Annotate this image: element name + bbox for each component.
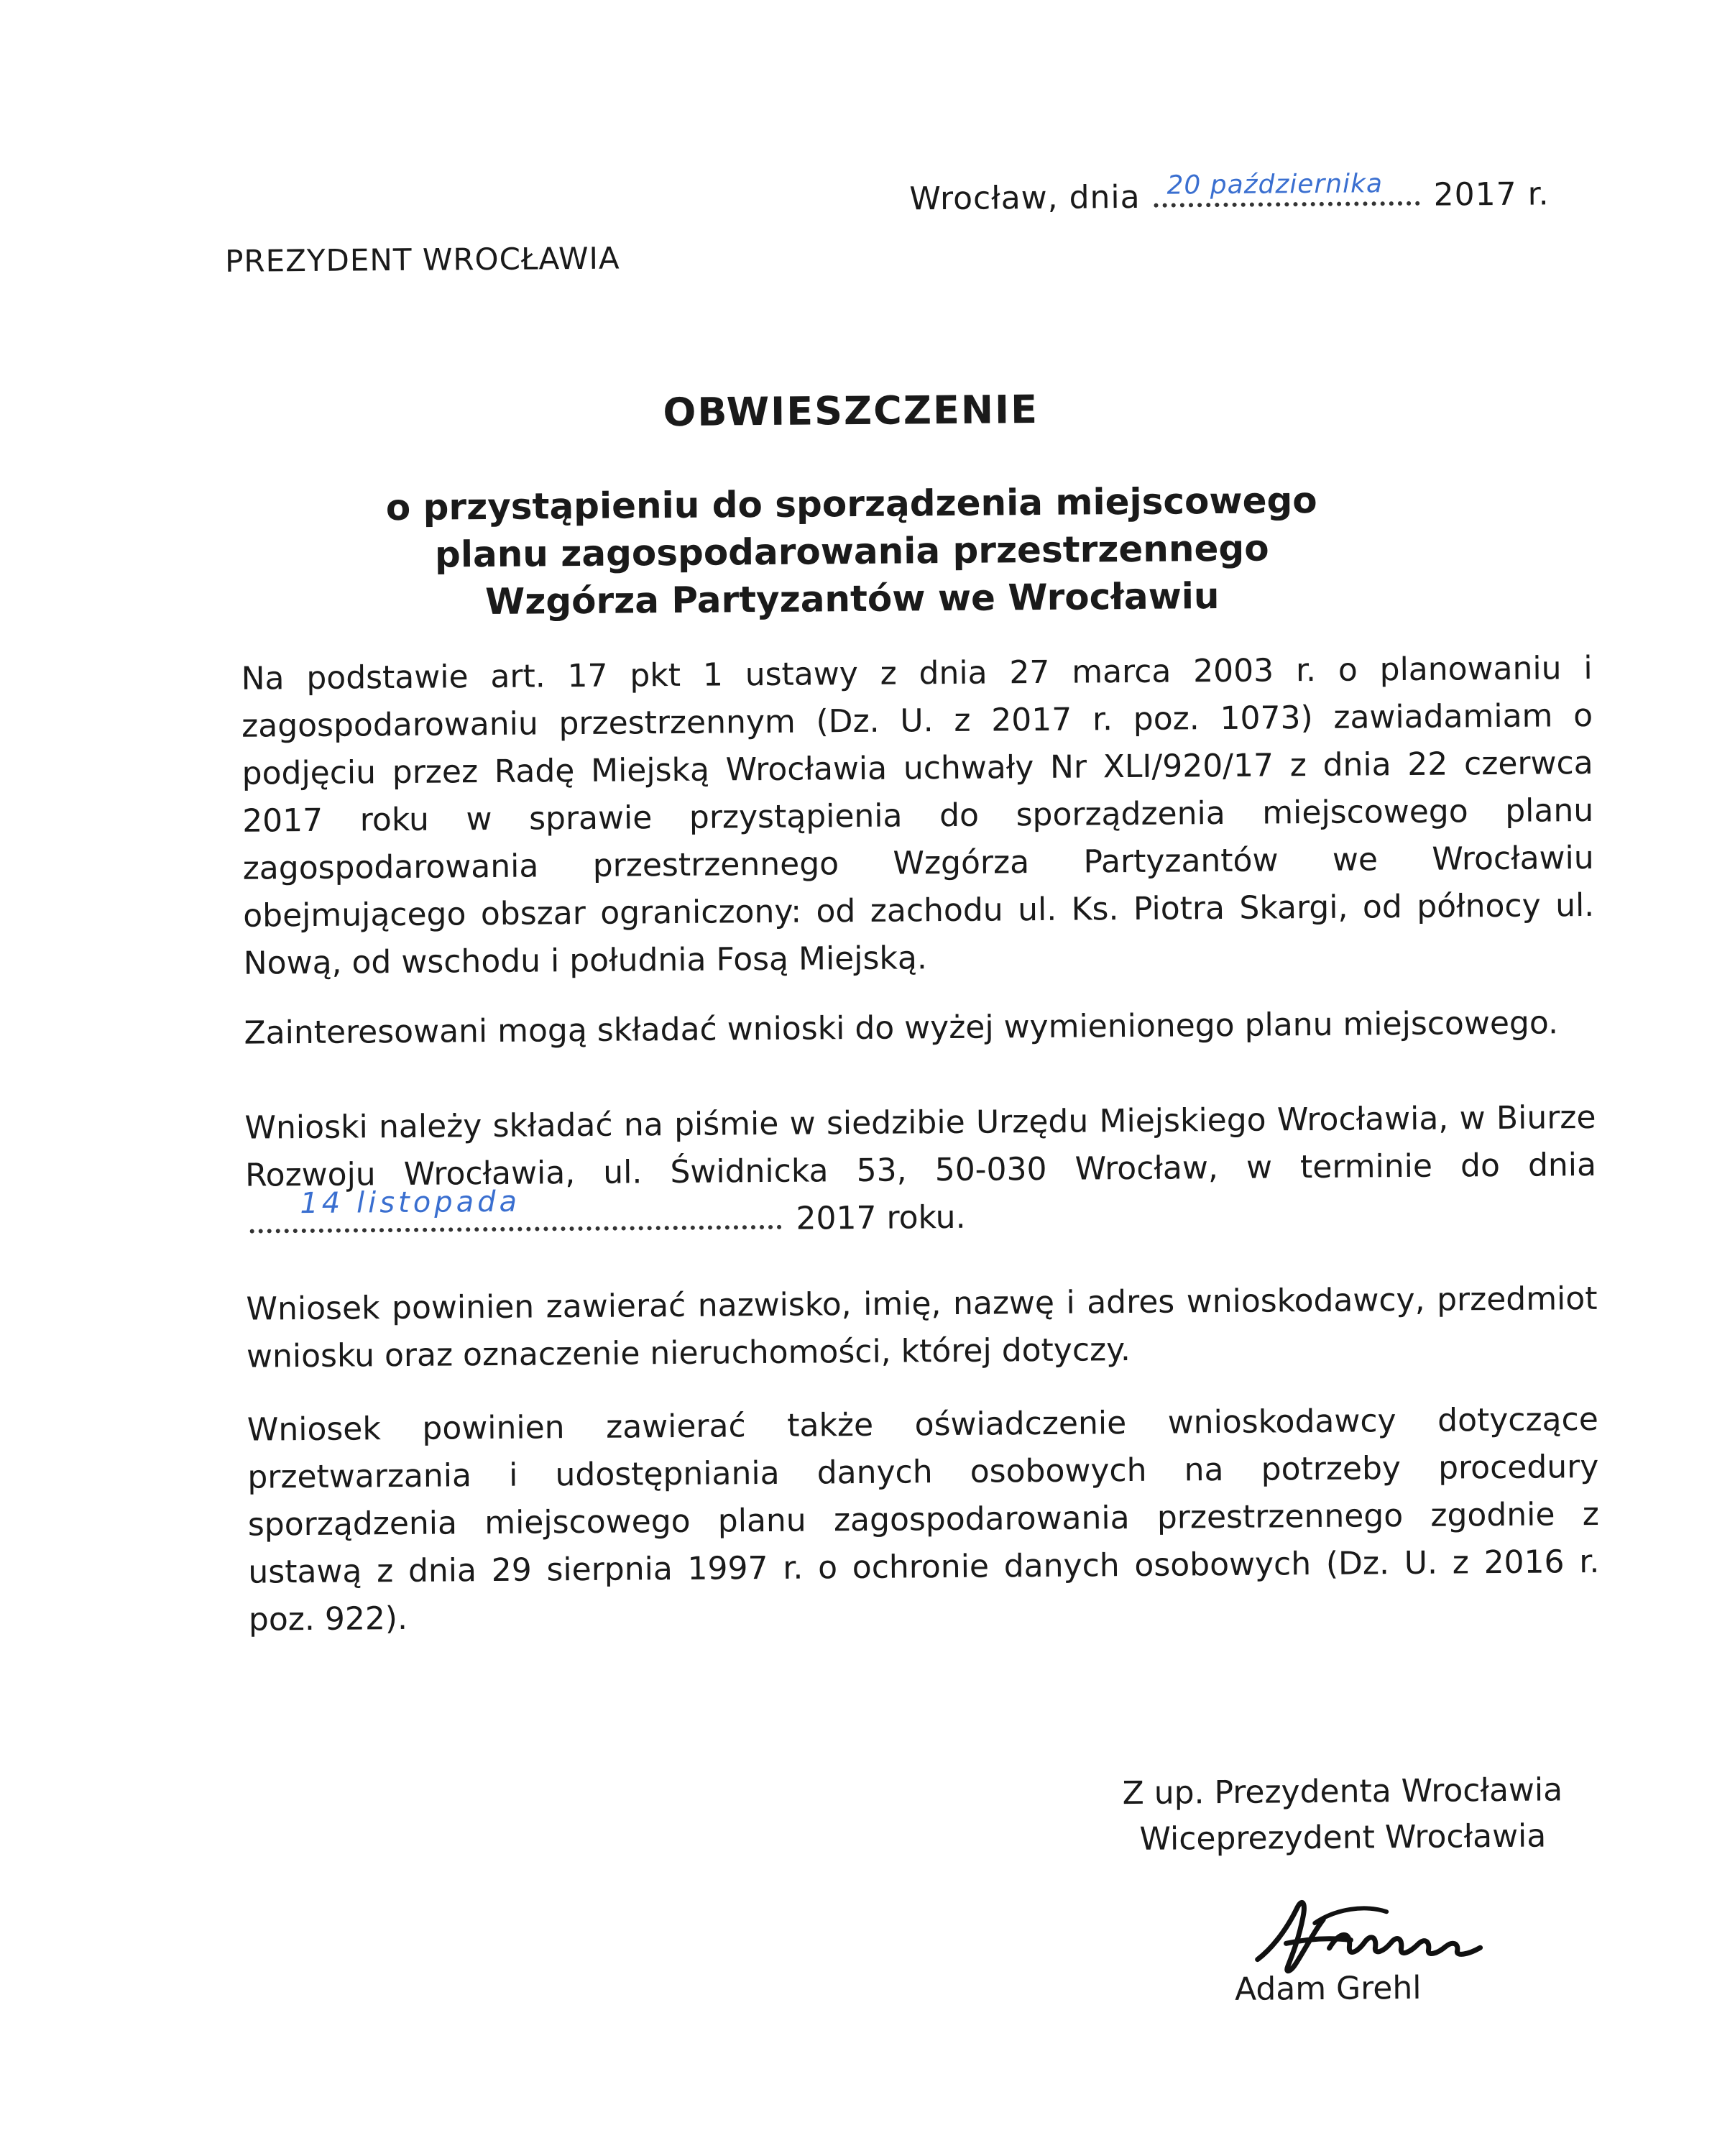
issuer: PREZYDENT WROCŁAWIA [224,240,620,279]
subtitle-line-3: Wzgórza Partyzantów we Wrocławiu [484,575,1220,623]
date-handwritten: 20 października [1166,169,1384,201]
paragraph-submission-place [244,1094,1596,1247]
paragraph-data-consent: Wniosek powinien zawierać także oświadczenie wnioskodawcy dotyczące przetwarzania i udostępniania danych osobowych na potrzeby procedury sporządzenia miejscowego planu zagospodarowania przestrzennego zgodnie z ustawą z dnia 29 sierpnia 1997 r. o ochronie danych osobowych (Dz. U. z 2016 r. poz. 922). [247,1400,1600,1638]
paragraph-legal-basis: Na podstawie art. 17 pkt 1 ustawy z dnia 27 marca 2003 r. o planowaniu i zagospodarowaniu przestrzennym (Dz. U. z 2017 r. poz. 1073) zawiadamiam o podjęciu przez Radę Miejską Wrocławia uchwały Nr XLI/920/17 z dnia 22 czerwca 2017 roku w sprawie przystąpienia do sporządzenia miejscowego planu zagospodarowania przestrzennego Wzgórza Partyzantów we Wrocławiu obejmującego obszar ograniczony: od zachodu ul. Ks. Piotra Skargi, od północy ul. Nową, od wschodu i południa Fosą Miejską. [241,649,1595,982]
date-suffix: 2017 r. [1433,175,1550,214]
signature-authority-line: Z up. Prezydenta Wrocławia [1122,1771,1563,1812]
document-title: OBWIESZCZENIE [663,386,1039,436]
date-prefix: Wrocław, dnia [909,178,1141,218]
date-line [909,168,1550,217]
subtitle-line-1: o przystąpieniu do sporządzenia miejscowego [385,479,1317,529]
submission-place-text: Wnioski należy składać na piśmie w siedzibie Urzędu Miejskiego Wrocławia, w Biurze Rozwoju Wrocławia, ul. Świdnicka 53, 50-030 Wrocław, w terminie [244,1098,1596,1194]
document-subtitle [0,474,1708,630]
deadline-suffix: 2017 roku. [796,1198,966,1237]
signature-block [1084,1767,1602,1863]
subtitle-line-2: planu zagospodarowania przestrzennego [434,527,1269,576]
date-fill-blank [1154,170,1419,208]
deadline-fill-blank [249,1185,781,1234]
signer-name: Adam Grehl [1234,1969,1422,2008]
deadline-handwritten: 14 listopada [300,1185,521,1221]
deadline-prefix: do dnia [1460,1146,1597,1185]
paragraph-interested-parties: Zainteresowani mogą składać wnioski do wyżej wymienionego planu miejscowego. [244,1004,1559,1052]
paragraph-application-content: Wniosek powinien zawierać nazwisko, imię, nazwę i adres wnioskodawcy, przedmiot wniosku oraz oznaczenie nieruchomości, której dotyczy. [246,1280,1598,1375]
signature-title-line: Wiceprezydent Wrocławia [1139,1817,1547,1858]
